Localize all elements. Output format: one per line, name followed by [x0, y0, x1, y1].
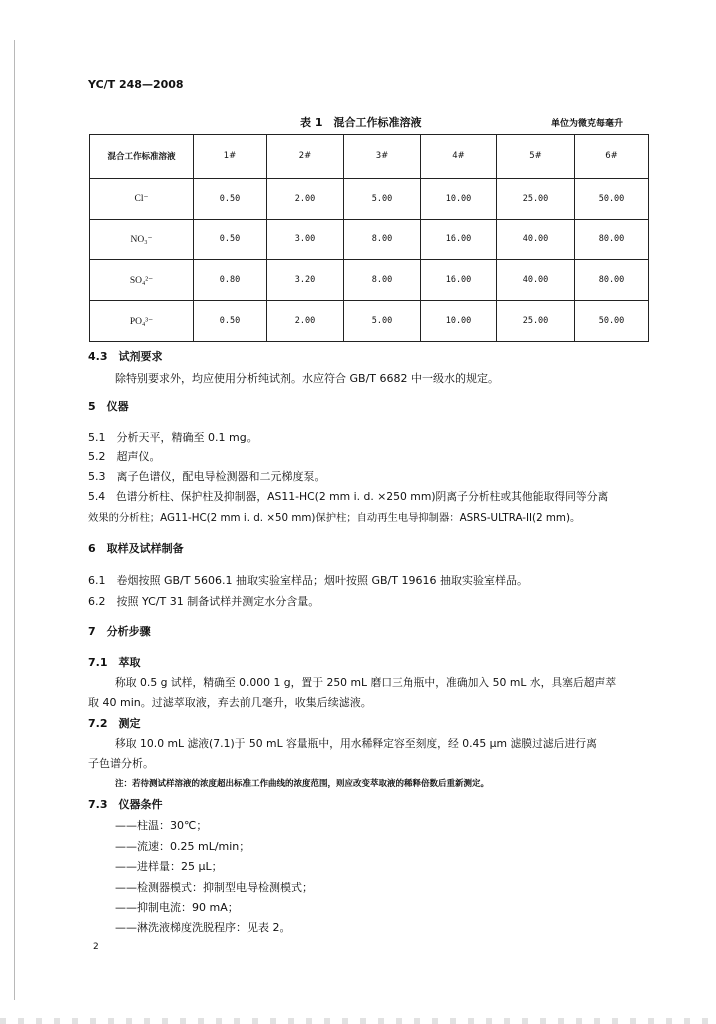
table-cell: 0.80: [194, 260, 267, 301]
table-unit: 单位为微克每毫升: [551, 119, 624, 129]
standard-solution-table: [89, 134, 649, 342]
table-cell: 3.00: [267, 219, 344, 260]
section-5-2: 5.2 超声仪。: [88, 450, 161, 463]
table-cell: 16.00: [421, 260, 497, 301]
section-5-1: 5.1 分析天平，精确至 0.1 mg。: [88, 431, 258, 444]
condition-item: ——抑制电流：90 mA；: [115, 901, 239, 914]
table-header-cell: 4#: [421, 135, 497, 179]
table-cell: 40.00: [497, 219, 575, 260]
scan-bottom-edge: [0, 1018, 716, 1024]
table-cell: 0.50: [194, 219, 267, 260]
table-cell: 8.00: [344, 219, 421, 260]
section-7-2-note: 注：若待测试样溶液的浓度超出标准工作曲线的浓度范围，则应改变萃取液的稀释倍数后重新测定。: [115, 779, 490, 789]
table-header-cell: 混合工作标准溶液: [90, 135, 194, 179]
table-header-cell: 3#: [344, 135, 421, 179]
section-5-heading: 5 仪器: [88, 400, 129, 413]
condition-item: ——检测器模式：抑制型电导检测模式；: [115, 881, 313, 894]
section-4-3-text: 除特别要求外，均应使用分析纯试剂。水应符合 GB/T 6682 中一级水的规定。: [115, 372, 499, 385]
condition-item: ——柱温：30℃；: [115, 819, 208, 832]
condition-item: ——进样量：25 μL；: [115, 860, 223, 873]
table-header-cell: 5#: [497, 135, 575, 179]
table-cell: 50.00: [575, 178, 649, 219]
table-header-row: [90, 135, 649, 179]
page-number: 2: [93, 942, 99, 952]
table-cell: 80.00: [575, 260, 649, 301]
table-header-cell: 2#: [267, 135, 344, 179]
condition-item: ——流速：0.25 mL/min；: [115, 840, 251, 853]
table-cell-ion: SO₄²⁻: [90, 260, 194, 301]
table-header-cell: 6#: [575, 135, 649, 179]
section-6-1: 6.1 卷烟按照 GB/T 5606.1 抽取实验室样品；烟叶按照 GB/T 19616 抽取实验室样品。: [88, 574, 528, 587]
section-7-2-heading: 7.2 测定: [88, 717, 141, 730]
table-cell: 2.00: [267, 178, 344, 219]
section-7-2-line1: 移取 10.0 mL 滤液(7.1)于 50 mL 容量瓶中，用水稀释定容至刻度，经 0.45 μm 滤膜过滤后进行离: [115, 737, 597, 750]
table-cell: 16.00: [421, 219, 497, 260]
table-cell: 3.20: [267, 260, 344, 301]
table-cell-ion: PO₄³⁻: [90, 301, 194, 342]
section-4-3-heading: 4.3 试剂要求: [88, 350, 163, 363]
table-row: [90, 219, 649, 260]
table-cell-ion: NO₃⁻: [90, 219, 194, 260]
table-cell: 50.00: [575, 301, 649, 342]
section-6-heading: 6 取样及试样制备: [88, 542, 184, 555]
section-5-3: 5.3 离子色谱仪，配电导检测器和二元梯度泵。: [88, 470, 326, 483]
table-caption: 表 1 混合工作标准溶液: [300, 116, 422, 129]
section-7-1-heading: 7.1 萃取: [88, 656, 141, 669]
table-cell: 10.00: [421, 301, 497, 342]
standard-id-header: YC/T 248—2008: [88, 78, 184, 91]
table-row: [90, 178, 649, 219]
table-cell-ion: Cl⁻: [90, 178, 194, 219]
section-6-2: 6.2 按照 YC/T 31 制备试样并测定水分含量。: [88, 595, 320, 608]
section-5-4-line1: 5.4 色谱分析柱、保护柱及抑制器，AS11-HC(2 mm i. d. ×250 mm)阴离子分析柱或其他能取得同等分离: [88, 490, 609, 503]
table-cell: 25.00: [497, 178, 575, 219]
table-cell: 5.00: [344, 178, 421, 219]
section-7-2-line2: 子色谱分析。: [88, 757, 154, 770]
section-7-3-heading: 7.3 仪器条件: [88, 798, 163, 811]
table-cell: 8.00: [344, 260, 421, 301]
section-7-heading: 7 分析步骤: [88, 625, 151, 638]
section-5-4-line2: 效果的分析柱；AG11-HC(2 mm i. d. ×50 mm)保护柱；自动再生电导抑制器：ASRS-ULTRA-II(2 mm)。: [88, 512, 581, 524]
table-header-cell: 1#: [194, 135, 267, 179]
table-cell: 0.50: [194, 178, 267, 219]
table-cell: 5.00: [344, 301, 421, 342]
table-cell: 25.00: [497, 301, 575, 342]
scan-edge-line: [14, 40, 15, 1000]
section-7-1-line2: 取 40 min。过滤萃取液，弃去前几毫升，收集后续滤液。: [88, 696, 372, 709]
table-cell: 0.50: [194, 301, 267, 342]
table-cell: 2.00: [267, 301, 344, 342]
condition-item: ——淋洗液梯度洗脱程序：见表 2。: [115, 921, 291, 934]
table-cell: 10.00: [421, 178, 497, 219]
table-row: [90, 260, 649, 301]
table-cell: 80.00: [575, 219, 649, 260]
table-row: [90, 301, 649, 342]
section-7-1-line1: 称取 0.5 g 试样，精确至 0.000 1 g，置于 250 mL 磨口三角瓶中，准确加入 50 mL 水，具塞后超声萃: [115, 676, 617, 689]
table-cell: 40.00: [497, 260, 575, 301]
